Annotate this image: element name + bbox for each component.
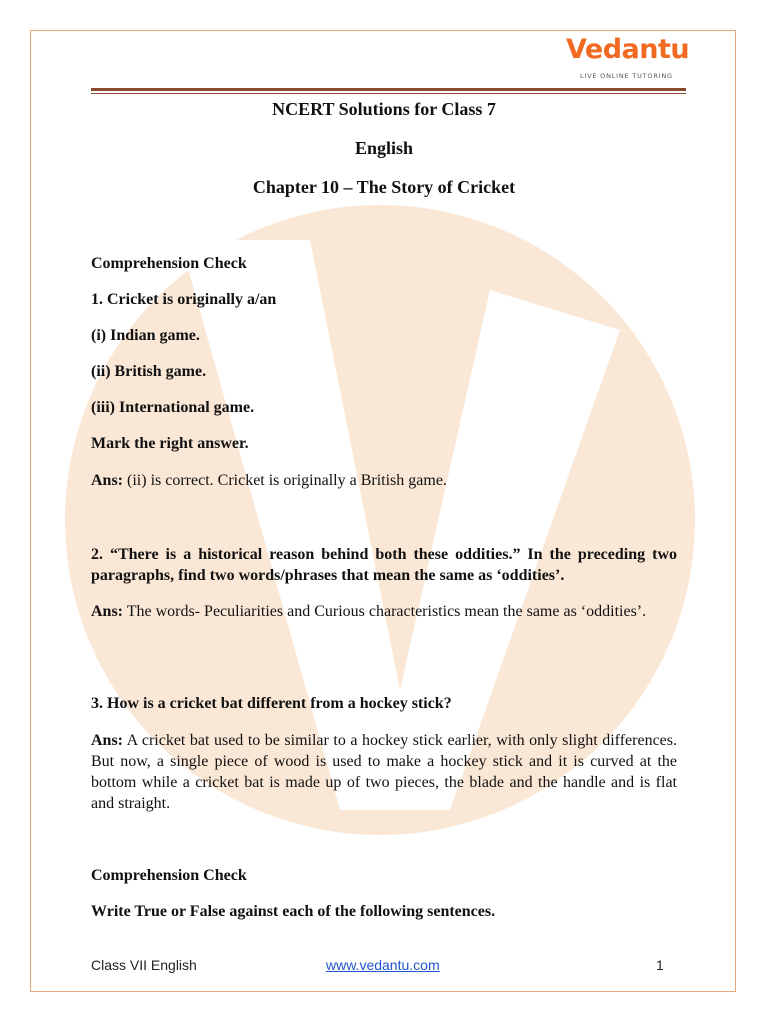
question-2: 2. “There is a historical reason behind both these oddities.” In the preceding two paragraphs, find two words/phrases that mean the same as ‘oddities’. [91,546,677,584]
question-1: 1. Cricket is originally a/an [91,291,277,308]
section-heading: Comprehension Check [91,867,247,884]
answer-text: (ii) is correct. Cricket is originally a British game. [123,472,447,489]
answer-text: A cricket bat used to be similar to a hockey stick earlier, with only slight differences. But now, a single piece of wood is used to make a hockey stick and it is curved at the bottom while a cricket bat is made up of two pieces, the blade and the handle and is flat and straight. [91,732,677,812]
footer-link-container [326,957,440,973]
question-3: 3. How is a cricket bat different from a hockey stick? [91,695,452,712]
page-title: NCERT Solutions for Class 7 [272,99,496,119]
footer-website-link[interactable]: www.vedantu.com [326,957,440,973]
answer-2 [91,601,677,622]
answer-3 [91,730,677,814]
logo-tagline: LIVE ONLINE TUTORING [580,72,673,80]
answer-label: Ans: [91,603,124,620]
page-border [30,30,736,992]
answer-1 [91,470,677,491]
option-1: (i) Indian game. [91,327,200,344]
chapter-heading: Chapter 10 – The Story of Cricket [252,177,516,197]
header-rule-thin [91,93,686,94]
option-2: (ii) British game. [91,363,207,380]
answer-label: Ans: [91,732,124,749]
header-rule-thick [91,88,686,91]
option-3: (iii) International game. [91,399,255,416]
answer-text: The words- Peculiarities and Curious characteristics mean the same as ‘oddities’. [123,603,647,620]
footer-class-label: Class VII English [91,957,197,973]
answer-label: Ans: [91,472,124,489]
logo-wordmark: Vedantu [566,34,690,65]
question-1-instruction: Mark the right answer. [91,435,249,452]
question-4: Write True or False against each of the following sentences. [91,903,496,920]
footer-page-number: 1 [656,957,664,973]
subject-heading: English [354,138,414,158]
vedantu-logo[interactable] [566,34,690,86]
section-heading: Comprehension Check [91,255,247,272]
